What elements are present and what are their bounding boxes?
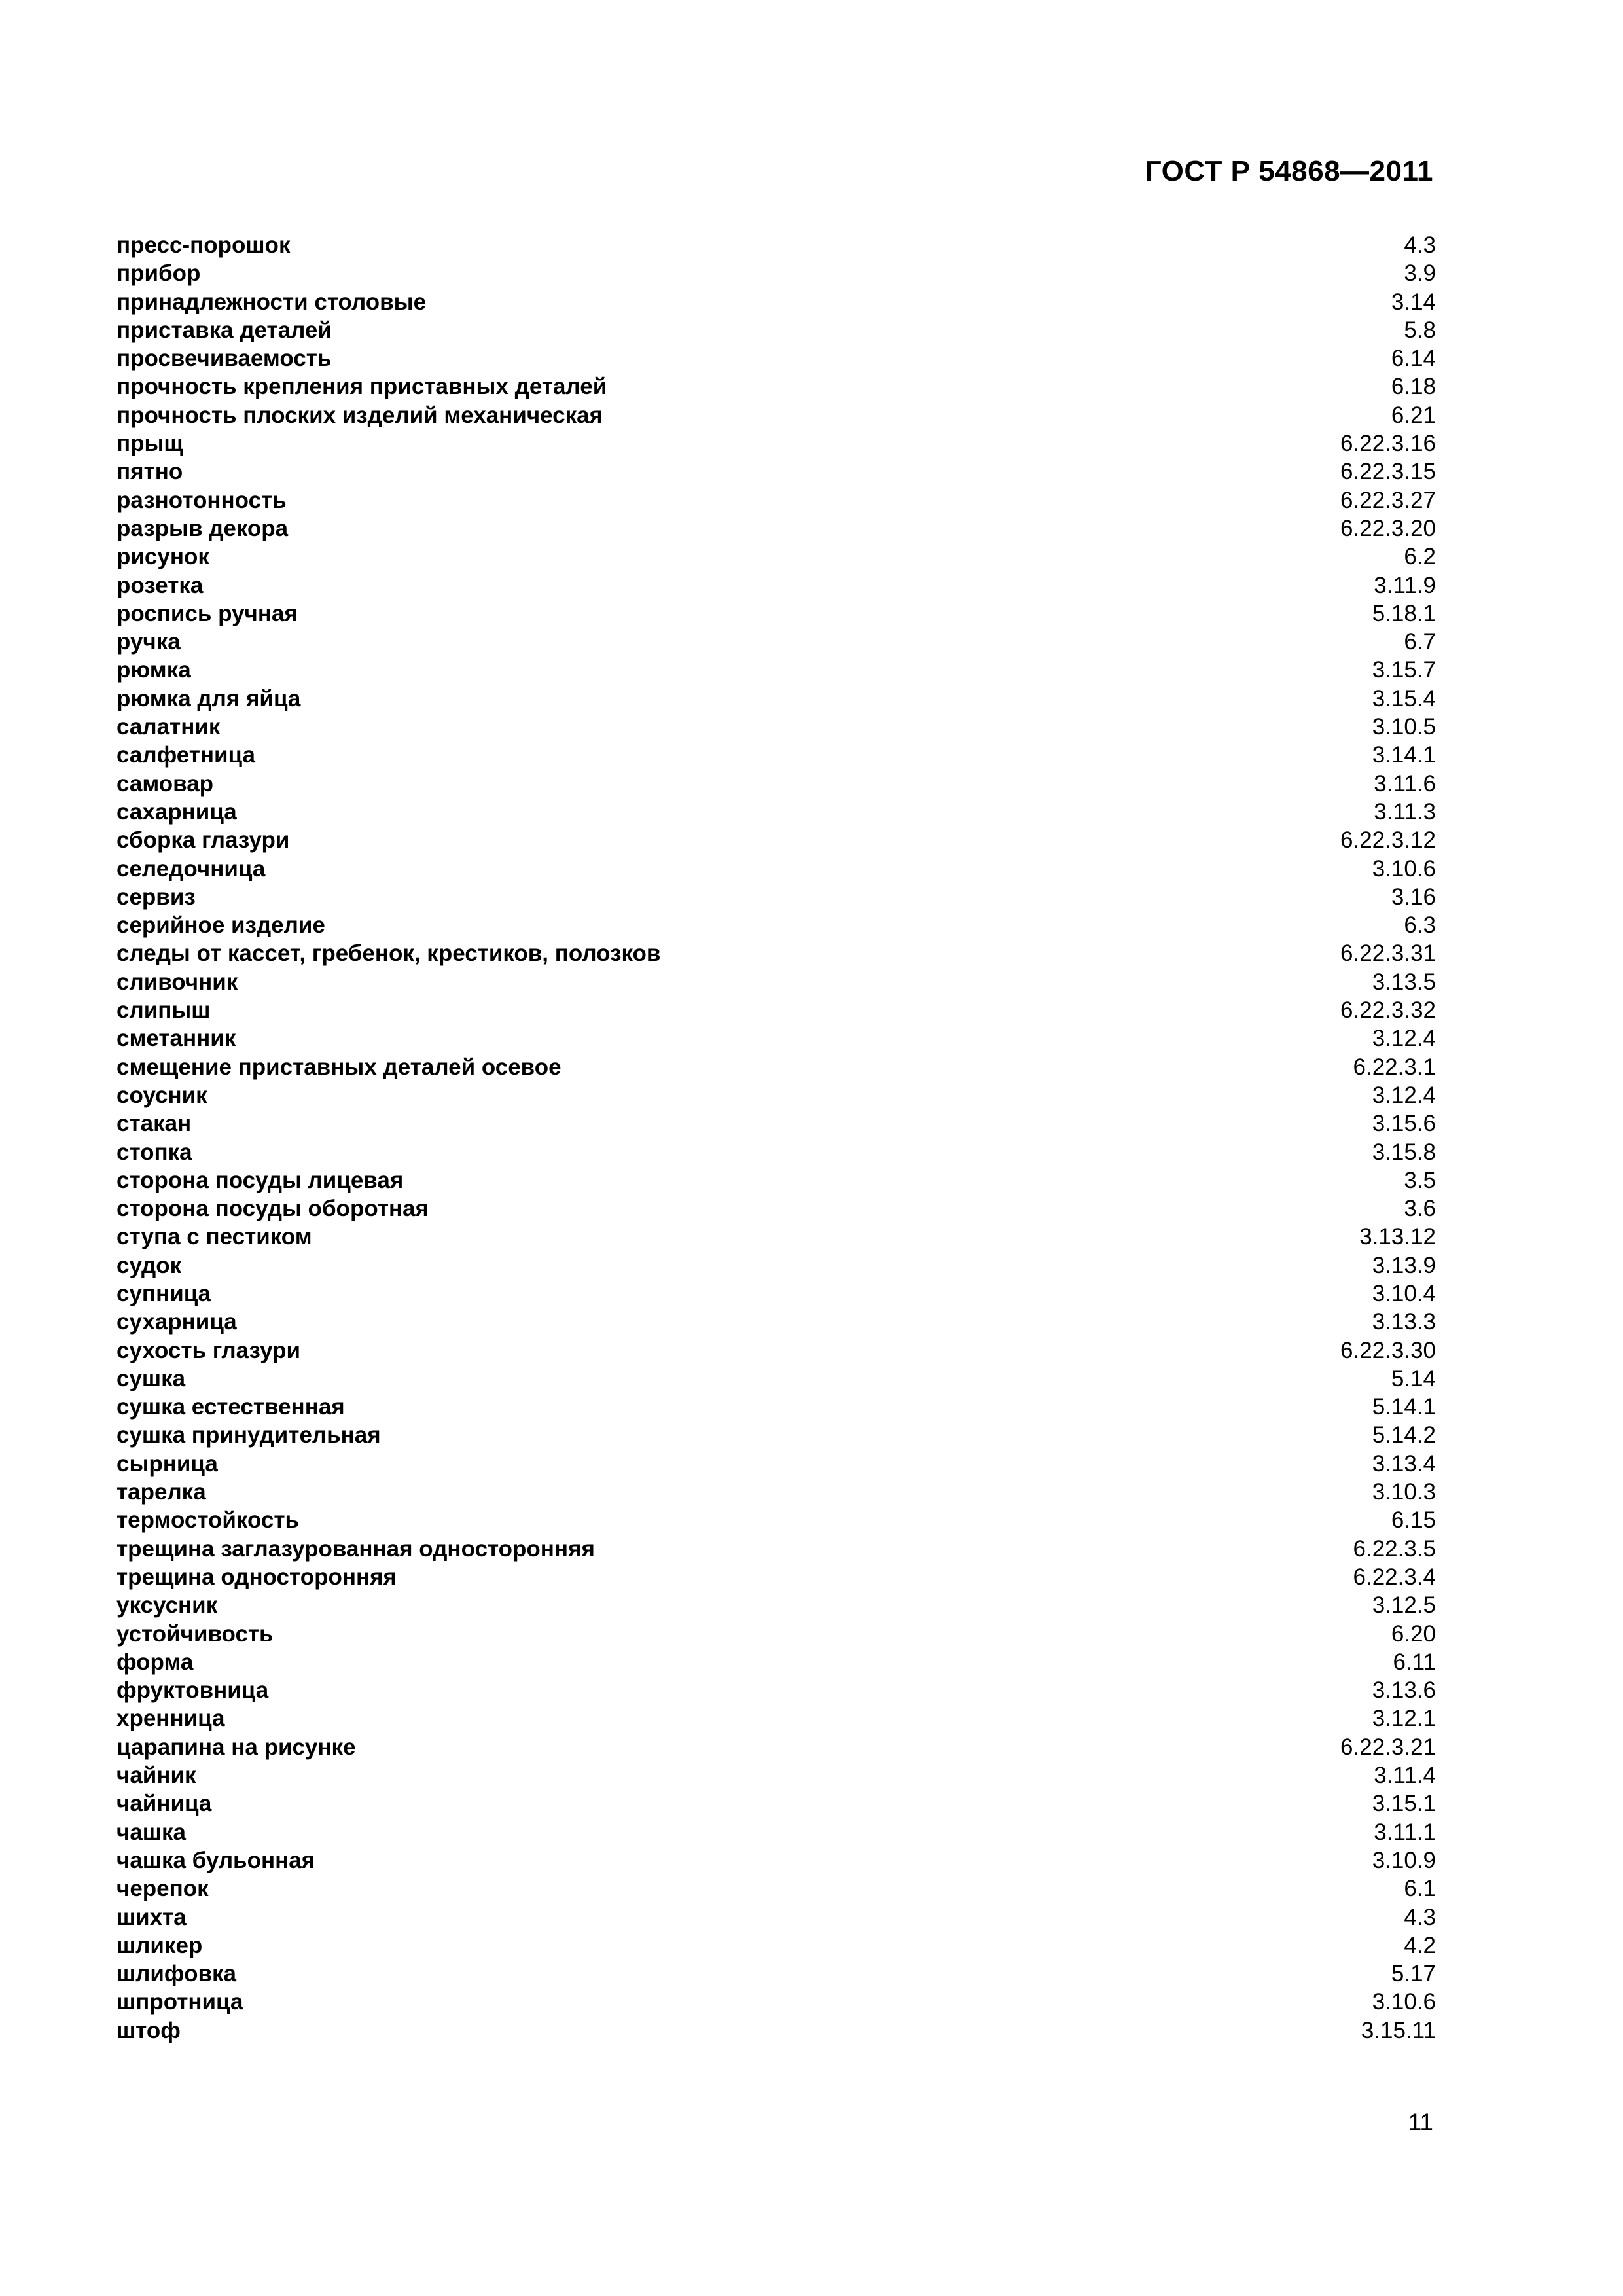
index-entry	[116, 1903, 1436, 1931]
index-reference: 3.10.9	[1372, 1847, 1436, 1873]
index-term: хренница	[116, 1706, 225, 1732]
index-term: сырница	[116, 1450, 218, 1477]
index-reference: 6.1	[1404, 1876, 1436, 1902]
index-reference: 4.3	[1404, 1904, 1436, 1930]
index-entry	[116, 911, 1436, 939]
index-term: термостойкость	[116, 1507, 300, 1534]
index-reference: 4.2	[1404, 1932, 1436, 1958]
index-reference: 6.20	[1391, 1621, 1436, 1647]
index-entry	[116, 1846, 1436, 1874]
document-header: ГОСТ Р 54868—2011	[1145, 155, 1433, 187]
index-term: прочность крепления приставных деталей	[116, 374, 607, 400]
index-term: пресс-порошок	[116, 232, 291, 258]
index-entry	[116, 1280, 1436, 1308]
index-reference: 6.2	[1404, 544, 1436, 570]
index-entry	[116, 2017, 1436, 2045]
index-term: рюмка	[116, 657, 191, 683]
index-term: розетка	[116, 572, 204, 598]
index-entry	[116, 316, 1436, 344]
index-entry	[116, 457, 1436, 486]
index-term: судок	[116, 1252, 182, 1278]
index-entry	[116, 1648, 1436, 1676]
index-reference: 6.18	[1391, 374, 1436, 400]
index-term: сервиз	[116, 884, 196, 910]
index-entry	[116, 571, 1436, 600]
index-entry	[116, 600, 1436, 628]
index-reference: 3.11.6	[1374, 770, 1436, 797]
index-entry	[116, 1789, 1436, 1818]
index-term: селедочница	[116, 855, 266, 882]
index-reference: 5.14	[1391, 1365, 1436, 1391]
index-reference: 6.22.3.4	[1353, 1564, 1436, 1590]
index-term: шлифовка	[116, 1961, 236, 1987]
index-entry	[116, 741, 1436, 769]
index-reference: 6.15	[1391, 1507, 1436, 1534]
index-term: сторона посуды оборотная	[116, 1196, 429, 1222]
index-reference: 3.14	[1391, 289, 1436, 315]
index-entry	[116, 486, 1436, 514]
index-term: шихта	[116, 1904, 187, 1930]
index-entry	[116, 713, 1436, 741]
index-reference: 5.18.1	[1372, 600, 1436, 626]
index-entry	[116, 1053, 1436, 1081]
index-term: супница	[116, 1280, 211, 1306]
index-reference: 3.11.3	[1374, 798, 1436, 825]
index-term: смещение приставных деталей осевое	[116, 1054, 562, 1080]
index-reference: 3.12.4	[1372, 1082, 1436, 1108]
index-entry	[116, 628, 1436, 656]
index-reference: 6.3	[1404, 912, 1436, 939]
index-reference: 3.15.6	[1372, 1111, 1436, 1137]
index-entry	[116, 1591, 1436, 1619]
index-term: сушка	[116, 1365, 186, 1391]
index-term: форма	[116, 1649, 194, 1675]
index-reference: 5.14.2	[1372, 1422, 1436, 1448]
index-entry	[116, 1336, 1436, 1365]
index-entry	[116, 883, 1436, 911]
index-term: рисунок	[116, 544, 209, 570]
index-entry	[116, 1393, 1436, 1421]
index-term: трещина заглазурованная односторонняя	[116, 1535, 595, 1562]
index-reference: 3.12.5	[1372, 1592, 1436, 1619]
index-term: уксусник	[116, 1592, 218, 1619]
index-entry	[116, 1251, 1436, 1280]
index-reference: 6.21	[1391, 402, 1436, 428]
index-entry	[116, 344, 1436, 372]
index-entry	[116, 770, 1436, 798]
index-reference: 6.22.3.12	[1340, 827, 1436, 853]
index-term: стопка	[116, 1139, 192, 1165]
index-reference: 3.5	[1404, 1167, 1436, 1193]
index-reference: 4.3	[1404, 232, 1436, 258]
index-term: стакан	[116, 1111, 192, 1137]
index-term: ручка	[116, 629, 181, 655]
index-reference: 3.15.11	[1361, 2017, 1436, 2043]
index-reference: 3.12.4	[1372, 1026, 1436, 1052]
index-term: роспись ручная	[116, 600, 298, 626]
index-reference: 3.13.4	[1372, 1450, 1436, 1477]
index-entry	[116, 1421, 1436, 1449]
index-entry	[116, 1450, 1436, 1478]
index-entry	[116, 1704, 1436, 1732]
index-reference: 6.22.3.31	[1340, 941, 1436, 967]
index-entry	[116, 1478, 1436, 1506]
index-entry	[116, 231, 1436, 259]
index-entry	[116, 1535, 1436, 1563]
index-term: сухость глазури	[116, 1337, 300, 1363]
index-term: сахарница	[116, 798, 237, 825]
index-entry	[116, 1931, 1436, 1960]
index-entry	[116, 1223, 1436, 1251]
index-reference: 6.22.3.21	[1340, 1734, 1436, 1760]
index-reference: 3.15.7	[1372, 657, 1436, 683]
index-entry	[116, 1676, 1436, 1704]
index-term: сторона посуды лицевая	[116, 1167, 404, 1193]
index-entry	[116, 1166, 1436, 1194]
index-reference: 6.22.3.27	[1340, 487, 1436, 513]
index-entry	[116, 1960, 1436, 1988]
index-term: рюмка для яйца	[116, 685, 301, 711]
index-reference: 6.22.3.32	[1340, 997, 1436, 1024]
index-reference: 3.11.1	[1374, 1819, 1436, 1845]
index-entry	[116, 1081, 1436, 1109]
index-entry	[116, 656, 1436, 684]
index-term: трещина односторонняя	[116, 1564, 397, 1590]
index-reference: 3.10.3	[1372, 1479, 1436, 1505]
index-term: чайница	[116, 1791, 212, 1817]
index-term: сушка принудительная	[116, 1422, 381, 1448]
index-reference: 3.13.6	[1372, 1677, 1436, 1704]
index-reference: 6.22.3.5	[1353, 1535, 1436, 1562]
index-entry	[116, 1194, 1436, 1223]
index-reference: 6.14	[1391, 346, 1436, 372]
index-reference: 6.22.3.20	[1340, 515, 1436, 541]
index-reference: 3.10.6	[1372, 855, 1436, 882]
index-term: штоф	[116, 2017, 181, 2043]
index-entry	[116, 429, 1436, 457]
index-reference: 6.22.3.16	[1340, 431, 1436, 457]
index-reference: 3.11.4	[1374, 1763, 1436, 1789]
index-entry	[116, 855, 1436, 883]
index-term: сушка естественная	[116, 1394, 345, 1420]
index-term: разнотонность	[116, 487, 287, 513]
index-entry	[116, 1506, 1436, 1534]
index-entry	[116, 543, 1436, 571]
index-reference: 3.12.1	[1372, 1706, 1436, 1732]
index-term: слипыш	[116, 997, 211, 1024]
index-reference: 5.17	[1391, 1961, 1436, 1987]
index-entry	[116, 1563, 1436, 1591]
index-reference: 6.22.3.15	[1340, 459, 1436, 485]
index-entry	[116, 401, 1436, 429]
index-reference: 3.13.3	[1372, 1309, 1436, 1335]
index-term: сухарница	[116, 1309, 237, 1335]
index-reference: 3.13.5	[1372, 969, 1436, 995]
index-term: серийное изделие	[116, 912, 325, 939]
index-reference: 3.10.6	[1372, 1989, 1436, 2015]
index-term: самовар	[116, 770, 214, 797]
index-term: чашка бульонная	[116, 1847, 315, 1873]
index-term: разрыв декора	[116, 515, 289, 541]
index-reference: 6.11	[1393, 1649, 1436, 1675]
index-entry	[116, 288, 1436, 316]
index-entry	[116, 1365, 1436, 1393]
index-term: черепок	[116, 1876, 209, 1902]
index-term: просвечиваемость	[116, 346, 332, 372]
index-term: прибор	[116, 260, 201, 287]
index-reference: 3.16	[1391, 884, 1436, 910]
index-term: шликер	[116, 1932, 203, 1958]
index-reference: 6.22.3.1	[1353, 1054, 1436, 1080]
index-term: царапина на рисунке	[116, 1734, 356, 1760]
index-entry	[116, 1024, 1436, 1052]
index-term: прыщ	[116, 431, 183, 457]
index-entry	[116, 685, 1436, 713]
index-term: устойчивость	[116, 1621, 274, 1647]
index-entry	[116, 259, 1436, 287]
index-term: сливочник	[116, 969, 238, 995]
index-reference: 6.22.3.30	[1340, 1337, 1436, 1363]
index-reference: 3.13.9	[1372, 1252, 1436, 1278]
index-term: сметанник	[116, 1026, 236, 1052]
index-term: пятно	[116, 459, 183, 485]
index-entry	[116, 514, 1436, 543]
index-entry	[116, 826, 1436, 854]
index-term: салфетница	[116, 742, 255, 768]
index-reference: 3.15.4	[1372, 685, 1436, 711]
index-term: фруктовница	[116, 1677, 269, 1704]
index-reference: 3.15.8	[1372, 1139, 1436, 1165]
index-entry	[116, 1818, 1436, 1846]
index-reference: 3.15.1	[1372, 1791, 1436, 1817]
index-term: тарелка	[116, 1479, 206, 1505]
index-term: шпротница	[116, 1989, 243, 2015]
index-reference: 3.6	[1404, 1196, 1436, 1222]
alphabetical-index	[116, 231, 1436, 2045]
index-entry	[116, 996, 1436, 1024]
index-entry	[116, 1138, 1436, 1166]
index-reference: 3.9	[1404, 260, 1436, 287]
index-term: принадлежности столовые	[116, 289, 427, 315]
index-entry	[116, 798, 1436, 826]
index-entry	[116, 1109, 1436, 1138]
index-reference: 6.7	[1404, 629, 1436, 655]
index-entry	[116, 372, 1436, 401]
index-term: чашка	[116, 1819, 186, 1845]
index-reference: 3.11.9	[1374, 572, 1436, 598]
index-reference: 3.10.4	[1372, 1280, 1436, 1306]
index-entry	[116, 1874, 1436, 1903]
index-reference: 3.13.12	[1359, 1224, 1436, 1250]
index-entry	[116, 1308, 1436, 1336]
index-term: прочность плоских изделий механическая	[116, 402, 603, 428]
index-reference: 5.8	[1404, 317, 1436, 343]
index-term: салатник	[116, 714, 221, 740]
index-reference: 5.14.1	[1372, 1394, 1436, 1420]
index-entry	[116, 1761, 1436, 1789]
index-entry	[116, 1620, 1436, 1648]
index-entry	[116, 1988, 1436, 2016]
index-term: следы от кассет, гребенок, крестиков, полозков	[116, 941, 661, 967]
index-reference: 3.14.1	[1372, 742, 1436, 768]
index-term: сборка глазури	[116, 827, 290, 853]
index-term: чайник	[116, 1763, 196, 1789]
index-term: соусник	[116, 1082, 207, 1108]
index-entry	[116, 939, 1436, 967]
index-reference: 3.10.5	[1372, 714, 1436, 740]
index-entry	[116, 1733, 1436, 1761]
index-entry	[116, 968, 1436, 996]
index-term: ступа с пестиком	[116, 1224, 312, 1250]
page-number: 11	[1408, 2109, 1433, 2136]
index-term: приставка деталей	[116, 317, 332, 343]
